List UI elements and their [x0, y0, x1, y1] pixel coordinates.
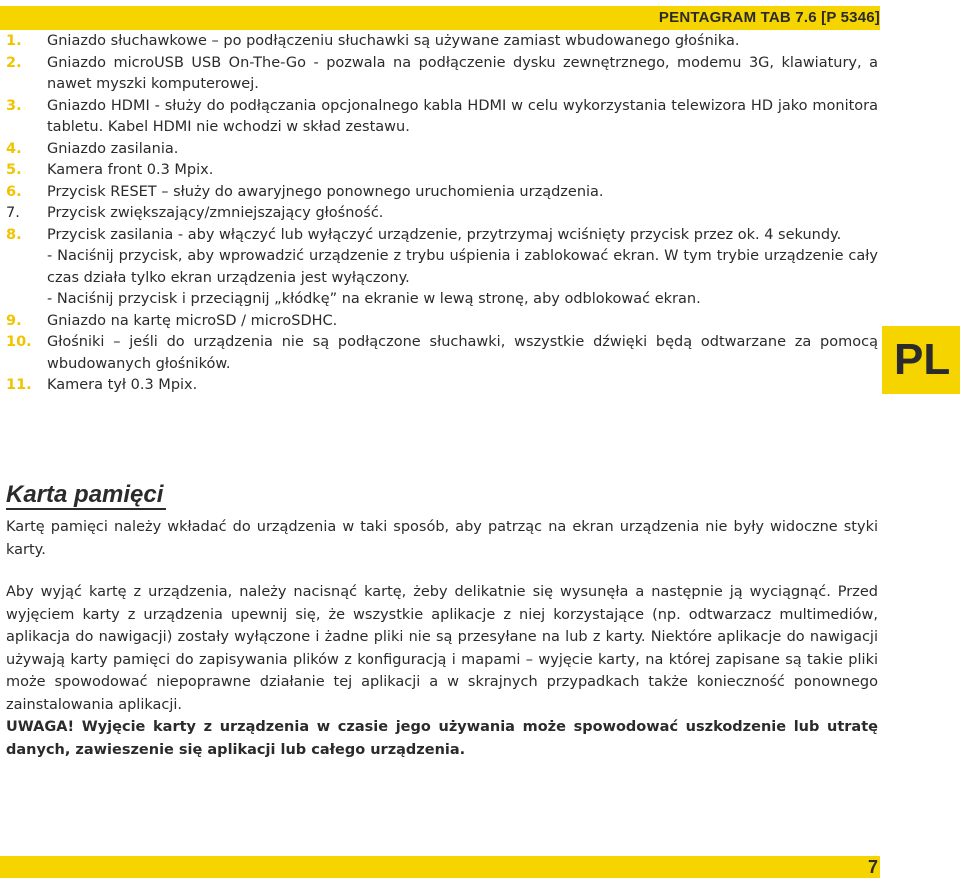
section-paragraph: Kartę pamięci należy wkładać do urządzenia w taki sposób, aby patrząc na ekran urządzenia nie były widoczne styki karty. [6, 519, 878, 558]
section-title: Karta pamięci [6, 481, 164, 508]
list-item-text: Przycisk RESET – służy do awaryjnego ponownego uruchomienia urządzenia. [47, 183, 604, 200]
list-item-number: 7. [6, 205, 20, 221]
list-item-number: 2. [6, 54, 22, 71]
list-item-number: 5. [6, 162, 22, 178]
list-item [6, 332, 878, 375]
footer-bar [0, 856, 880, 878]
list-item-text: Głośniki – jeśli do urządzenia nie są podłączone słuchawki, wszystkie dźwięki będą odtwarzane za pomocą wbudowanych głośników. [47, 334, 878, 372]
list-item-text: Przycisk zasilania - aby włączyć lub wyłączyć urządzenie, przytrzymaj wciśnięty przycisk przez ok. 4 sekundy. [47, 226, 842, 243]
section-paragraph: Aby wyjąć kartę z urządzenia, należy nacisnąć kartę, żeby delikatnie się wysunęła a następnie ją wyciągnąć. Przed wyjęciem karty z urządzenia upewnij się, że wszystkie aplikacje z niej korzystające (np. odtwarzacz multimediów, aplikacja do nawigacji) zostały wyłączone i żadne pliki nie są przesyłane na lub z karty. Niektóre aplikacje do nawigacji używają karty pamięci do zapisywania plików z konfiguracją i mapami – wyjęcie karty, na której zapisane są takie pliki może spowodować niepoprawne działanie tej aplikacji a w skrajnych przypadkach także konieczność ponownego zainstalowania aplikacji. [6, 584, 878, 713]
list-item-text: Kamera tył 0.3 Mpix. [47, 377, 198, 393]
list-item [6, 53, 878, 96]
language-tab-label: PL [894, 335, 951, 384]
list-item-number: 10. [6, 334, 32, 350]
list-item [6, 31, 878, 53]
header-bar [0, 6, 880, 30]
list-item [6, 203, 878, 225]
list-item [6, 96, 878, 139]
list-item-number: 8. [6, 226, 22, 243]
list-item-text: Gniazdo HDMI - służy do podłączania opcjonalnego kabla HDMI w celu wykorzystania telewizora HD jako monitora tabletu. Kabel HDMI nie wchodzi w skład zestawu. [47, 97, 878, 135]
page-number: 7 [867, 857, 878, 877]
list-item-number: 3. [6, 97, 22, 114]
list-item-text: Kamera front 0.3 Mpix. [47, 162, 214, 178]
list-item-number: 9. [6, 312, 22, 329]
list-item-text: Gniazdo słuchawkowe – po podłączeniu słuchawki są używane zamiast wbudowanego głośnika. [47, 33, 740, 49]
list-item-number: 4. [6, 140, 22, 157]
section-title-underline [6, 508, 166, 510]
list-item-number: 11. [6, 377, 32, 393]
list-item-text: Gniazdo zasilania. [47, 140, 179, 157]
list-item [6, 160, 878, 182]
list-item-number: 1. [6, 33, 22, 49]
list-item-text: Gniazdo na kartę microSD / microSDHC. [47, 312, 338, 329]
list-item-text: Przycisk zwiększający/zmniejszający głośność. [47, 205, 384, 221]
list-item [6, 182, 878, 204]
list-item [6, 311, 878, 333]
language-tab [882, 326, 960, 394]
list-item-number: 6. [6, 183, 22, 200]
list-item-text: Gniazdo microUSB USB On-The-Go - pozwala na podłączenie dysku zewnętrznego, modemu 3G, klawiatury, a nawet myszki komputerowej. [47, 54, 878, 92]
list-item [6, 139, 878, 161]
list-item [6, 225, 878, 311]
list-item-text: - Naciśnij przycisk i przeciągnij „kłódkę” na ekranie w lewą stronę, aby odblokować ekran. [47, 291, 701, 307]
component-list [6, 31, 878, 397]
warning-text: UWAGA! Wyjęcie karty z urządzenia w czasie jego używania może spowodować uszkodzenie lub utratę danych, zawieszenie się aplikacji lub całego urządzenia. [6, 719, 878, 758]
list-item [6, 375, 878, 397]
list-item-text: - Naciśnij przycisk, aby wprowadzić urządzenie z trybu uśpienia i zablokować ekran. W tym trybie urządzenie cały czas działa tylko ekran urządzenia jest wyłączony. [47, 248, 878, 286]
document-title: PENTAGRAM TAB 7.6 [P 5346] [658, 9, 880, 26]
